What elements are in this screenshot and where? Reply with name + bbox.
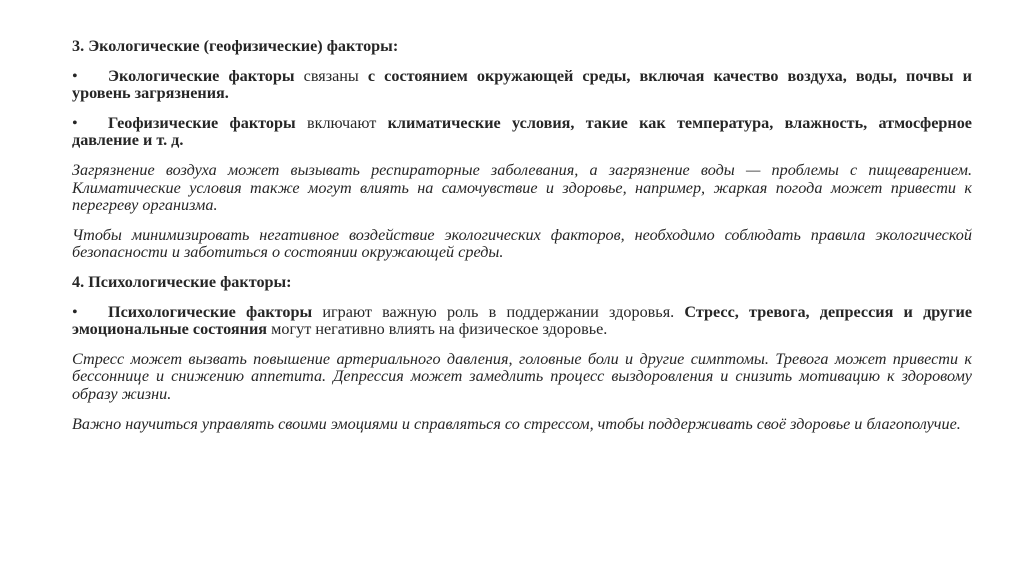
document-page	[72, 38, 972, 445]
section-4-note-stress: Стресс может вызвать повышение артериального давления, головные боли и другие симптомы. Тревога может привести к бессоннице и снижению аппетита. Депрессия может замедлить процесс выздоровления и снизить мотивацию к здоровому образу жизни.	[72, 349, 972, 403]
section-4-heading: 4. Психологические факторы:	[72, 272, 292, 291]
bullet-text: связаны	[294, 66, 368, 85]
section-3-note-pollution: Загрязнение воздуха может вызывать респираторные заболевания, а загрязнение воды — проблемы с пищеварением. Климатические условия также могут влиять на самочувствие и здоровье, например, жаркая погода может привести к перегреву организма.	[72, 160, 972, 215]
section-3-bullet-geophysical	[72, 115, 972, 150]
bullet-marker: •	[72, 66, 78, 85]
bullet-marker: •	[72, 113, 78, 132]
bullet-bold-text: Стресс, тревога, депрессия и другие эмоциональные состояния	[72, 302, 973, 339]
bullet-marker: •	[72, 302, 78, 321]
bullet-bold-text: климатические условия, такие как температура, влажность, атмосферное давление и т. д.	[72, 113, 972, 150]
bullet-text: включают	[295, 113, 388, 132]
section-4-bullet-psychological	[72, 304, 972, 339]
section-4-note-emotions: Важно научиться управлять своими эмоциями и справляться со стрессом, чтобы поддерживать своё здоровье и благополучие.	[72, 414, 961, 433]
bullet-text-end: могут негативно влиять на физическое здоровье.	[267, 320, 608, 339]
section-3-bullet-ecological	[72, 68, 972, 103]
section-3-heading: 3. Экологические (геофизические) факторы:	[72, 37, 399, 55]
bullet-term: Психологические факторы	[108, 302, 313, 321]
bullet-text: играют важную роль в поддержании здоровья.	[312, 302, 685, 321]
bullet-term: Геофизические факторы	[108, 113, 296, 132]
bullet-bold-text: с состоянием окружающей среды, включая качество воздуха, воды, почвы и уровень загрязнения.	[72, 66, 972, 103]
section-3-note-minimize: Чтобы минимизировать негативное воздействие экологических факторов, необходимо соблюдать правила экологической безопасности и заботиться о состоянии окружающей среды.	[72, 225, 972, 262]
bullet-term: Экологические факторы	[108, 66, 295, 85]
